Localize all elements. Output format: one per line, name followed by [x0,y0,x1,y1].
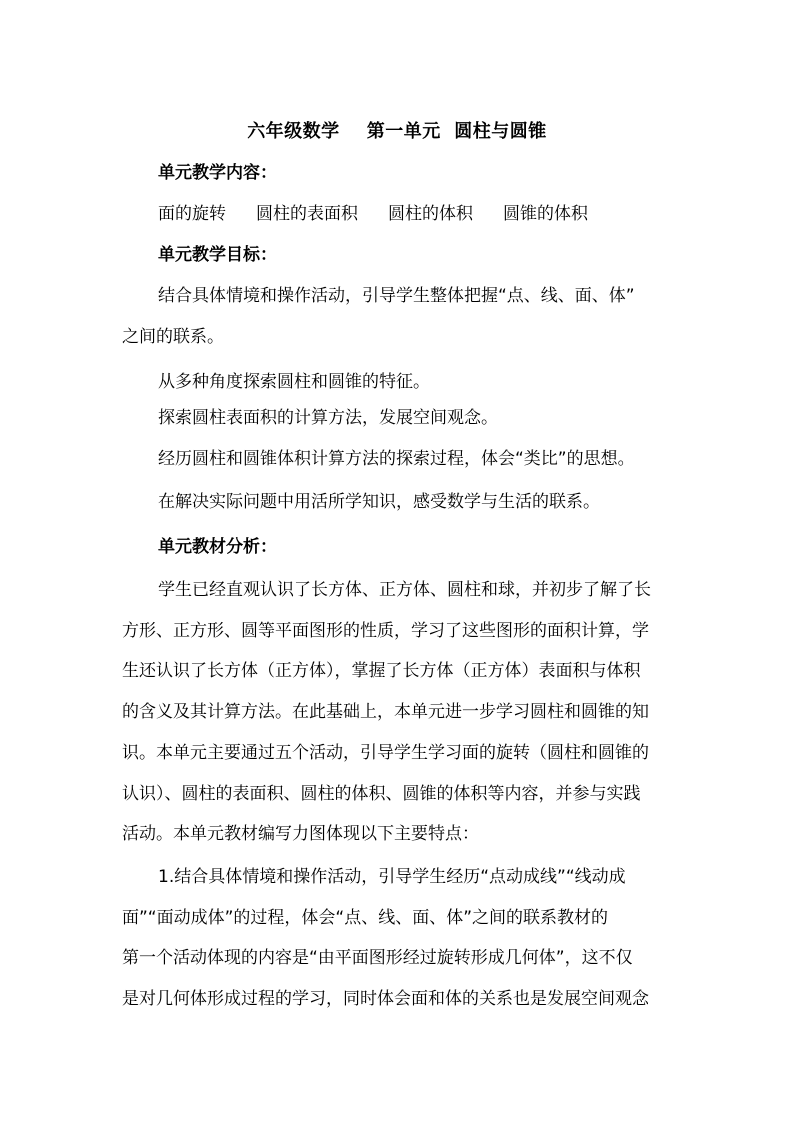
analysis-heading: 单元教材分析： [158,537,277,557]
topic-item: 圆柱的表面积 [256,204,358,224]
topic-item: 圆锥的体积 [503,204,588,224]
topic-item: 圆柱的体积 [388,204,473,224]
analysis-line: 第一个活动体现的内容是“由平面图形经过旋转形成几何体”，这不仅 [122,948,633,968]
analysis-line: 学生已经直观认识了长方体、正方体、圆柱和球，并初步了解了长 [158,580,651,600]
analysis-line: 1.结合具体情境和操作活动，引导学生经历“点动成线”“线动成 [158,867,626,887]
analysis-line: 生还认识了长方体（正方体），掌握了长方体（正方体）表面积与体积 [122,661,641,681]
content-heading: 单元教学内容： [158,163,277,183]
topic-item: 面的旋转 [158,204,226,224]
goal-line: 从多种角度探索圆柱和圆锥的特征。 [158,372,430,392]
analysis-line: 认识）、圆柱的表面积、圆柱的体积、圆锥的体积等内容，并参与实践 [122,784,641,804]
analysis-line: 方形、正方形、圆等平面图形的性质，学习了这些图形的面积计算，学 [122,621,649,641]
analysis-line: 面”“面动成体”的过程，体会“点、线、面、体”之间的联系教材的 [122,908,609,928]
analysis-line: 识。本单元主要通过五个活动，引导学生学习面的旋转（圆柱和圆锥的 [122,743,649,763]
goal-line: 结合具体情境和操作活动，引导学生整体把握“点、线、面、体” [158,286,635,306]
goals-heading: 单元教学目标： [158,245,277,265]
goal-line: 经历圆柱和圆锥体积计算方法的探索过程，体会“类比”的思想。 [158,449,635,469]
analysis-line: 的含义及其计算方法。在此基础上，本单元进一步学习圆柱和圆锥的知 [122,702,649,722]
goal-line: 探索圆柱表面积的计算方法，发展空间观念。 [158,408,498,428]
goal-line: 之间的联系。 [122,327,224,347]
analysis-line: 是对几何体形成过程的学习，同时体会面和体的关系也是发展空间观念 [122,989,649,1009]
goal-line: 在解决实际问题中用活所学知识，感受数学与生活的联系。 [158,492,600,512]
page-title: 六年级数学 第一单元 圆柱与圆锥 [247,121,547,142]
topics-list [158,202,588,226]
analysis-line: 活动。本单元教材编写力图体现以下主要特点： [122,824,479,844]
